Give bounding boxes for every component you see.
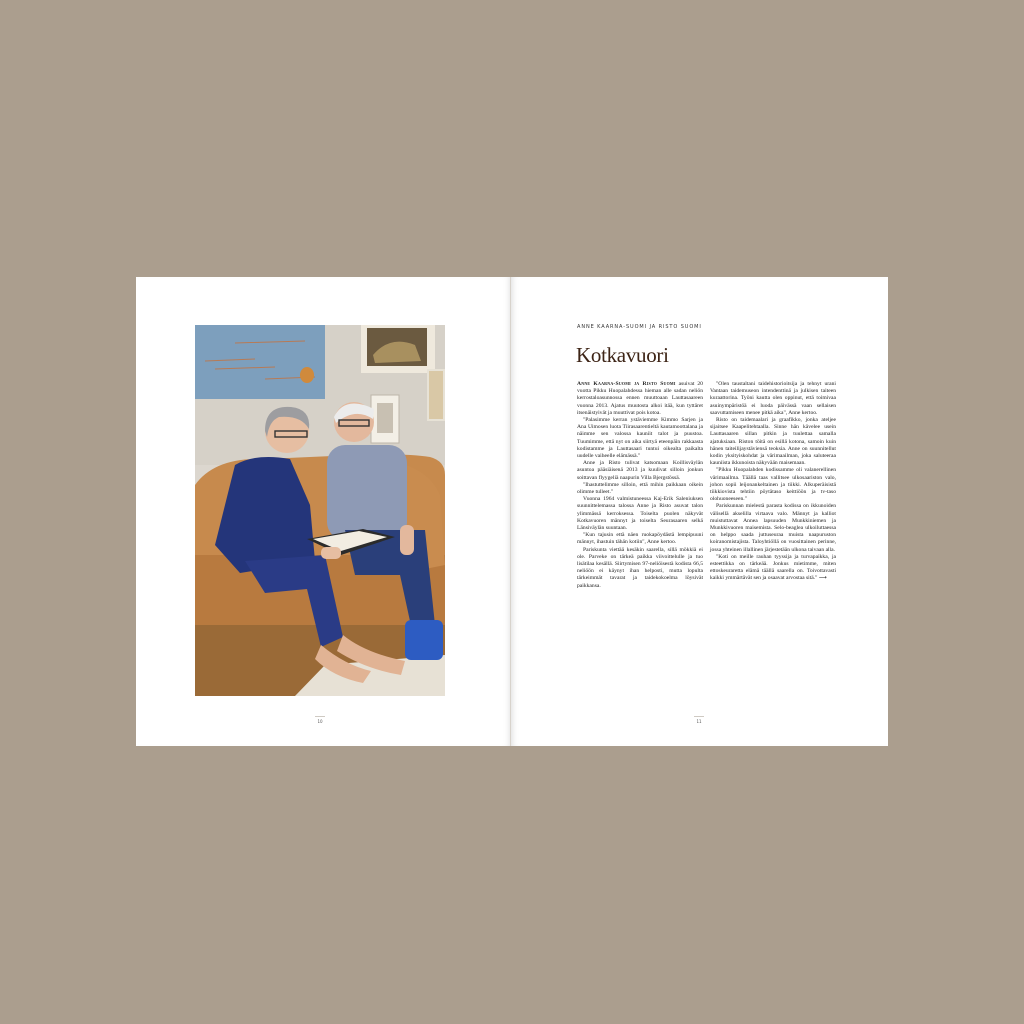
paragraph: Vuonna 1964 valmistuneessa Kaj-Erik Saleniuksen suunnittelemassa talossa Anne ja Risto asuvat talon ylimmässä kerroksessa. Toiselta puolen näkyvät Kotkavuoren männyt ja toiselta Seurasaaren selkä Länsiväylän suuntaan. — [577, 496, 703, 532]
paragraph: "Olen taustaltani taidehistorioitsija ja tehnyt urani Vantaan taidemuseon intendenttinä ja julkisen taiteen kuraattorina. Työni kautta olen oppinut, että toimivaa asuinympäristöä ei luoda päivässä vaan sellaisen saavuttamiseen menee pitkä aika", Anne kertoo. — [710, 381, 836, 416]
folio-rule-right — [694, 716, 704, 717]
running-head: ANNE KAARNA-SUOMI JA RISTO SUOMI — [577, 324, 702, 330]
folio-rule-left — [315, 716, 325, 717]
lead-in: Anne Kaarna-Suomi ja Risto Suomi — [577, 381, 676, 387]
left-page-number: 10 — [317, 719, 323, 724]
article-column-2 — [710, 381, 836, 583]
couple-on-sofa-illustration — [195, 325, 445, 696]
article-title: Kotkavuori — [576, 343, 669, 367]
paragraph — [577, 381, 703, 417]
paragraph: "Ihastuttelimme silloin, että mihin paikkaan oikein olimme tulleet." — [577, 481, 703, 496]
right-page-number: 11 — [696, 719, 702, 724]
paragraph: Anne ja Risto tulivat katsomaan Koillisväylän asuntoa pääsiäisenä 2013 ja kuulivat silloin jonkun soittavan flyygeliä naapurin Villa Bjergstössä. — [577, 460, 703, 481]
paragraph: Pariskunnan mielestä parasta kodissa on ikkunoiden välisellä akselilla virtaava valo. Männyt ja kalliot muistuttavat Annea lapsuuden Munkkiniemen ja Munkkivuoren maisemista. Selo-beaglea ulkoiluttaessa on helppo saada juttuseuraa muista naapuruston koiranomistajista. Taloyhtiöllä on vuosittainen perinne, jossa yhteinen illallinen järjestetään ulkona taivaan alla. — [710, 503, 836, 553]
paragraph: Pariskunta viettää kesäkin saarella, sillä mökkiä ei ole. Parveke on tärkeä paikka viivoittelulle ja tuo lisätilaa kesällä. Siirtymisen 97-neliöisestä kodista 66,5 neliöön ei käynyt ihan helposti, mutta lopulta tärkeimmät tavarat ja taidekokoelma löysivät paikkansa. — [577, 546, 703, 589]
article-column-1 — [577, 381, 703, 590]
paragraph: Risto on taidemaalari ja graafikko, jonka ateljee sijaitsee Kaapelitehtaalla. Sinne hän kävelee usein Lauttasaaren sillan pitkin ja tuulettaa samalla ajatuksiaan. Riston töitä on esillä kotona, samoin kuin hänen taiteilijaystäviensä teoksia. Anne on suunnitellut kodin yksityiskohdat ja värimaailman, joka saluteeraa kauniista ikkunoista näkyvään maisemaan. — [710, 417, 836, 467]
paragraph: "Palasimme kerran ystäviemme Kimmo Sarjen ja Ana Uimosen luota Tiirasaarentieltä kautamoottalana ja näimme sen valossa kauniit talot ja puustoa. Tuumimme, että nyt on aika siirtyä eteenpäin rakkaasta kodistamme ja Lauttasaari tuntui oikealta paikalta uudelle vaiheelle elämässä." — [577, 417, 703, 460]
paragraph: "Koti on meille rauhan tyyssija ja turvapaikka, ja esteettikka on tärkeää. Jonkus mietimme, miten ettoskeuraretta elämä täällä saarella on. Toivottavasti kaikki ymmärtävät sen ja osaavat arvostaa sitä." ⟶ — [710, 553, 836, 582]
paragraph-text: asuivat 20 vuotta Pikku Huopalahdessa hieman alle sadan neliön kerrostaloasunnossa ennen muuttoaan Lauttasaareen vuonna 2013. Ajatus muutosta alkoi itää, kun tyttäret itsenäistyivät ja muuttivat pois kotoa. — [577, 381, 703, 416]
left-page — [136, 277, 511, 746]
paragraph: "Pikku Huopalahden kodissamme oli valanerellinen värimaailma. Täällä taas vallitsee ulkosaariston valo, johon sopii leijonankeltainen ja tiikki. Alkuperäisistä tiikkiovista tehtiin pöytätaso keittiöön ja tv-taso olohuoneeseen." — [710, 467, 836, 503]
paragraph: "Kun tajusin että näen ruokapöydästä lempipuuni männyt, ihastuin tähän kotiin", Anne kertoo. — [577, 532, 703, 546]
portrait-photo — [195, 325, 445, 696]
